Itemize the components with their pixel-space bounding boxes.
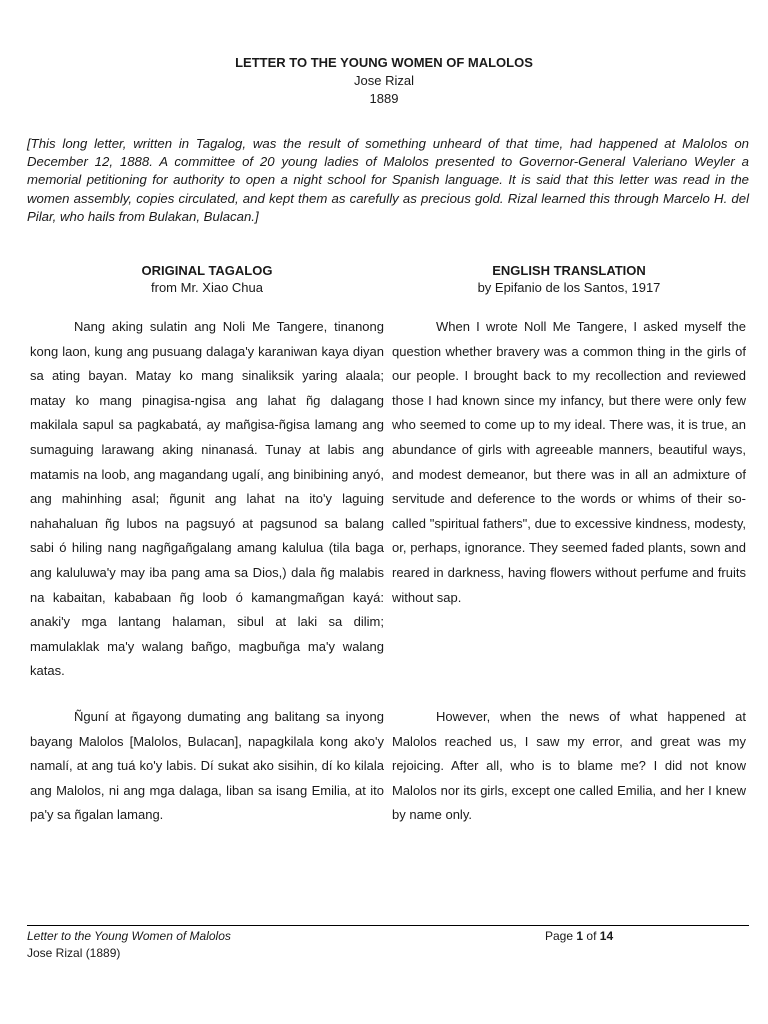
- english-paragraph-1: When I wrote Noll Me Tangere, I asked myself the question whether bravery was a common thing in the girls of our people. I brought back to my recollection and reviewed those I had known since my infancy, but there were only few who seemed to come up to my ideal. There was, it is true, an abundance of girls with agreeable manners, beautiful ways, and modest demeanor, but there was in all an admixture of servitude and deference to the words or whims of their so-called "spiritual fathers", due to excessive kindness, modesty, or, perhaps, ignorance. They seemed faded plants, sown and reared in darkness, having flowers without perfume and fruits without sap.: [392, 319, 746, 605]
- footer-divider: [27, 925, 749, 926]
- footer-left: [27, 928, 231, 962]
- tagalog-paragraph-2: Ñguní at ñgayong dumating ang balitang sa inyong bayang Malolos [Malolos, Bulacan], napagkilala kong ako'y namalí, at ang tuá ko'y labis. Dí sukat ako sisihin, dí ko kilala ang Malolos, ni ang mga dalaga, liban sa isang Emilia, at ito pa'y sa ñgalan lamang.: [30, 709, 384, 823]
- column-heading-english: ENGLISH TRANSLATION: [492, 263, 646, 278]
- document-author: Jose Rizal: [354, 73, 414, 88]
- page-number: [545, 928, 613, 945]
- page-total: 14: [599, 929, 614, 943]
- intro-note: [This long letter, written in Tagalog, was the result of something unheard of that time, had happened at Malolos on December 12, 1888. A committee of 20 young ladies of Malolos presented to Governor-General Valeriano Weyler a memorial petitioning for authority to open a night school for Spanish language. It is said that this letter was read in the women assembly, copies circulated, and kept them as carefully as precious gold. Rizal learned this through Marcelo H. del Pilar, who hails from Bulakan, Bulacan.]: [27, 136, 749, 224]
- original-tagalog-column: [30, 262, 384, 823]
- document-title: LETTER TO THE YOUNG WOMEN OF MALOLOS: [235, 55, 533, 70]
- document-year: 1889: [369, 91, 399, 106]
- footer-document-title: Letter to the Young Women of Malolos: [27, 929, 231, 943]
- footer-author-line: Jose Rizal (1889): [27, 946, 121, 960]
- page-of: of: [586, 929, 597, 943]
- page-current: 1: [576, 929, 584, 943]
- column-source-english: by Epifanio de los Santos, 1917: [477, 280, 661, 295]
- page-label: Page: [545, 929, 574, 943]
- tagalog-paragraph-1: Nang aking sulatin ang Noli Me Tangere, tinanong kong laon, kung ang pusuang dalaga'y karaniwan kaya diyan sa ating bayan. Matay ko mang sinaliksik yaring alaala; matay ko mang pinagisa-ngisa ang lahat ñg dalagang makilala sapul sa pagkabatá, ay mañgisa-ñgisa lamang ang sumaguing larawang aking ninanasá. Tunay at labis ang matamis na loob, ang magandang ugalí, ang binibining anyó, ang mahinhing asal; ñgunit ang lahat na ito'y laguing nahahaluan ñg lubos na pagsuyó at pagsunod sa balang sabi ó hiling nang nagñgañgalang amang kalulua (tila baga ang kaluluwa'y may iba pang ama sa Dios,) dala ñg malabis na kabaitan, kababaan ñg loob ó kamangmañgan kayá: anaki'y mga lantang halaman, sibul at laki sa dilim; mamulaklak ma'y walang bañgo, magbuñga ma'y walang katas.: [30, 319, 384, 679]
- english-translation-column: [392, 262, 746, 823]
- column-heading-tagalog: ORIGINAL TAGALOG: [141, 263, 273, 278]
- english-paragraph-2: However, when the news of what happened at Malolos reached us, I saw my error, and great was my rejoicing. After all, who is to blame me? I did not know Malolos nor its girls, except one called Emilia, and her I knew by name only.: [392, 709, 746, 823]
- title-block: [0, 54, 768, 108]
- column-source-tagalog: from Mr. Xiao Chua: [151, 280, 263, 295]
